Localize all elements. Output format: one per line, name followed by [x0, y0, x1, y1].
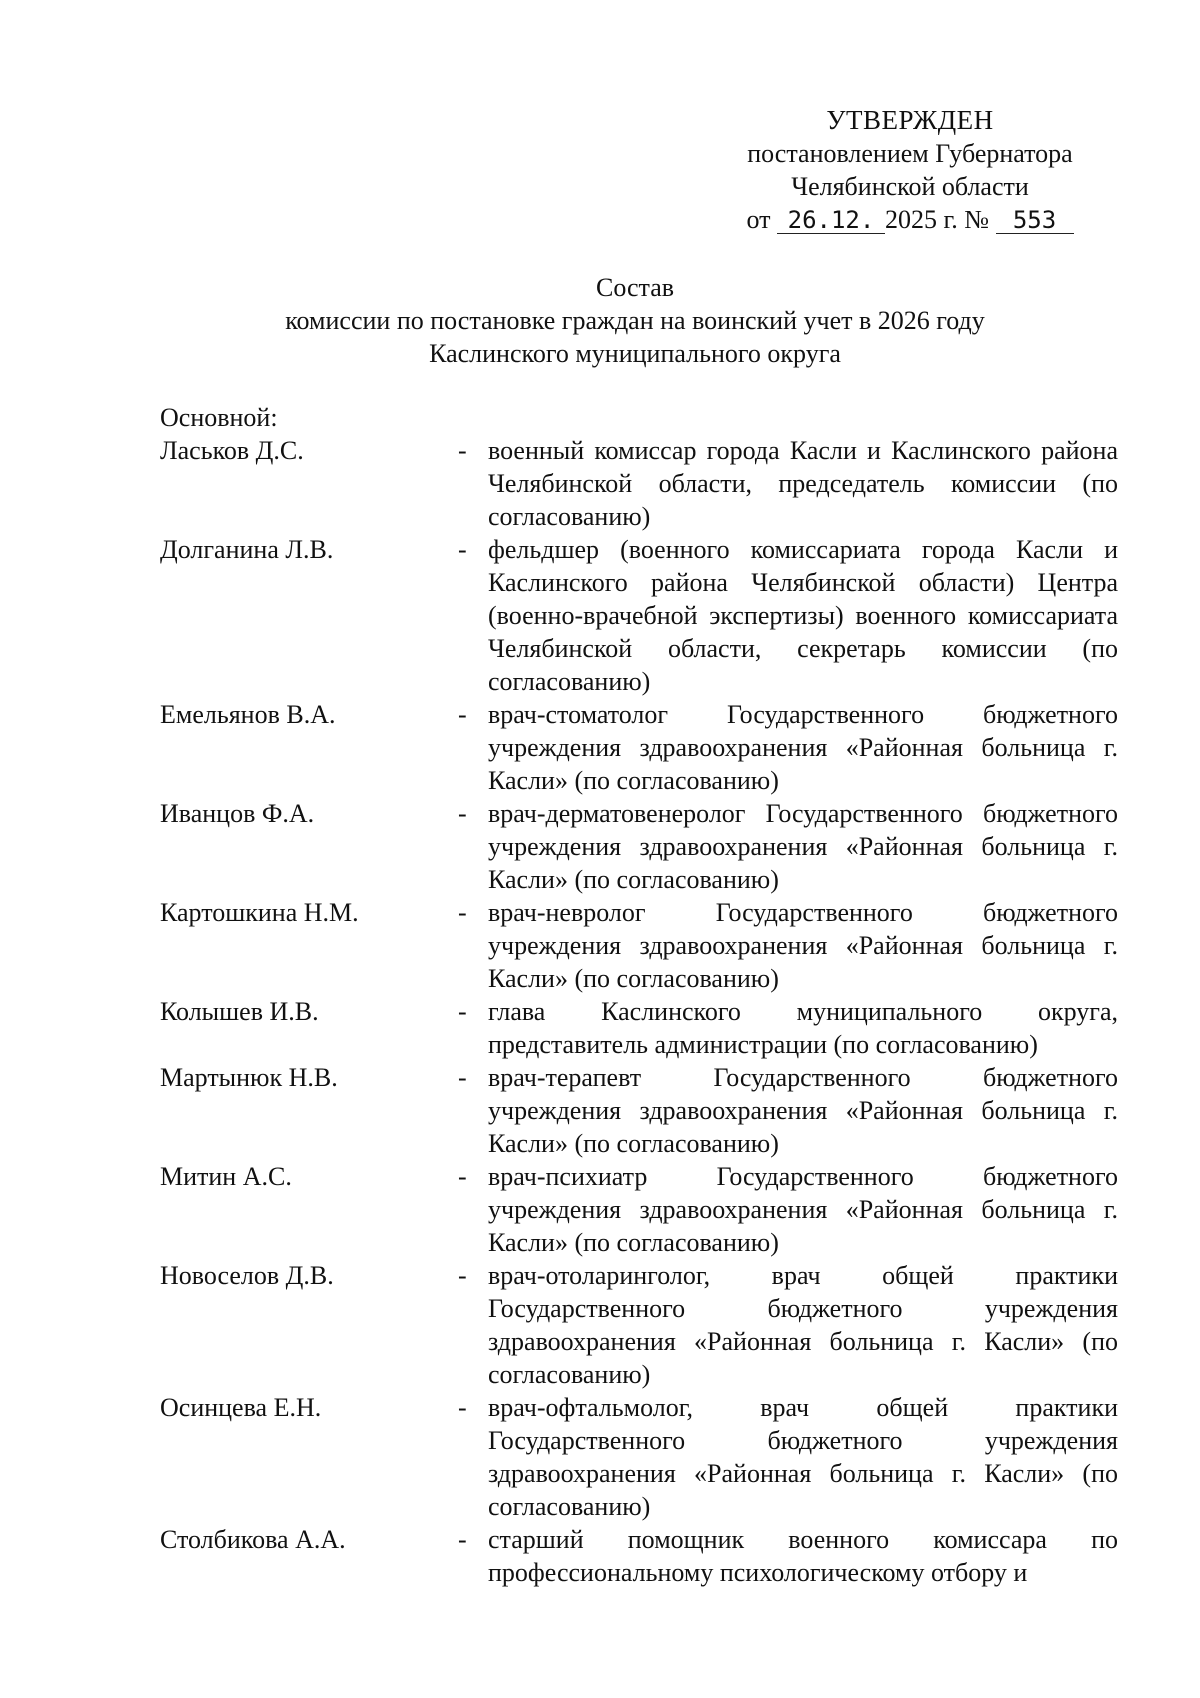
- dash-separator: -: [458, 1063, 467, 1092]
- filled-number: 553: [996, 207, 1074, 234]
- member-role: врач-отоларинголог, врач общей практики Государственного бюджетного учреждения здравоохранения «Районная больница г. Касли» (по согласованию): [488, 1261, 1118, 1389]
- dash-separator: -: [458, 436, 467, 465]
- member-role: военный комиссар города Касли и Каслинского района Челябинской области, председатель комиссии (по согласованию): [488, 436, 1118, 531]
- member-row: [160, 797, 1120, 896]
- member-name: Емельянов В.А.: [160, 700, 336, 729]
- member-name: Колышев И.В.: [160, 997, 319, 1026]
- member-role: фельдшер (военного комиссариата города Касли и Каслинского района Челябинской области) Центра (военно-врачебной экспертизы) военного комиссариата Челябинской области, секретарь комиссии (по согласованию): [488, 535, 1118, 696]
- member-name: Мартынюк Н.В.: [160, 1063, 338, 1092]
- member-role: врач-дерматовенеролог Государственного бюджетного учреждения здравоохранения «Районная больница г. Касли» (по согласованию): [488, 799, 1118, 894]
- dash-separator: -: [458, 535, 467, 564]
- member-name: Новоселов Д.В.: [160, 1261, 334, 1290]
- member-row: [160, 995, 1120, 1061]
- member-row: [160, 1061, 1120, 1160]
- member-role: врач-офтальмолог, врач общей практики Государственного бюджетного учреждения здравоохранения «Районная больница г. Касли» (по согласованию): [488, 1393, 1118, 1521]
- member-role: врач-терапевт Государственного бюджетного учреждения здравоохранения «Районная больница г. Касли» (по согласованию): [488, 1063, 1118, 1158]
- heading-line-2: комиссии по постановке граждан на воинский учет в 2026 году: [285, 306, 985, 335]
- filled-date: 26.12.: [777, 207, 885, 234]
- member-row: [160, 434, 1120, 533]
- member-row: [160, 698, 1120, 797]
- approval-date-line: [700, 203, 1120, 236]
- approval-block: [700, 104, 1120, 236]
- heading-line-3: Каслинского муниципального округа: [429, 339, 841, 368]
- year-suffix: 2025 г. №: [884, 205, 990, 234]
- member-row: [160, 1523, 1120, 1589]
- member-name: Осинцева Е.Н.: [160, 1393, 322, 1422]
- member-row: [160, 896, 1120, 995]
- heading-line-1: Состав: [595, 273, 675, 302]
- approval-line-1: постановлением Губернатора: [747, 139, 1073, 168]
- member-name: Ласьков Д.С.: [160, 436, 304, 465]
- member-role: глава Каслинского муниципального округа, представитель администрации (по согласованию): [488, 997, 1118, 1059]
- member-row: [160, 533, 1120, 698]
- dash-separator: -: [458, 898, 467, 927]
- member-name: Картошкина Н.М.: [160, 898, 359, 927]
- document-heading: [150, 271, 1120, 370]
- dash-separator: -: [458, 799, 467, 828]
- member-name: Столбикова А.А.: [160, 1525, 346, 1554]
- member-role: врач-психиатр Государственного бюджетного учреждения здравоохранения «Районная больница г. Касли» (по согласованию): [488, 1162, 1118, 1257]
- dash-separator: -: [458, 1261, 467, 1290]
- approval-line-2: Челябинской области: [791, 172, 1029, 201]
- member-row: [160, 1160, 1120, 1259]
- member-role: старший помощник военного комиссара по профессиональному психологическому отбору и: [488, 1525, 1118, 1587]
- member-role: врач-стоматолог Государственного бюджетного учреждения здравоохранения «Районная больница г. Касли» (по согласованию): [488, 700, 1118, 795]
- dash-separator: -: [458, 1525, 467, 1554]
- dash-separator: -: [458, 1162, 467, 1191]
- member-row: [160, 1259, 1120, 1391]
- members-list: [160, 434, 1120, 1589]
- approval-title: УТВЕРЖДЕН: [826, 105, 994, 135]
- member-name: Иванцов Ф.А.: [160, 799, 315, 828]
- member-name: Митин А.С.: [160, 1162, 292, 1191]
- dash-separator: -: [458, 700, 467, 729]
- dash-separator: -: [458, 997, 467, 1026]
- member-role: врач-невролог Государственного бюджетного учреждения здравоохранения «Районная больница г. Касли» (по согласованию): [488, 898, 1118, 993]
- member-row: [160, 1391, 1120, 1523]
- date-prefix: от: [746, 205, 771, 234]
- member-name: Долганина Л.В.: [160, 535, 334, 564]
- dash-separator: -: [458, 1393, 467, 1422]
- section-label: Основной:: [160, 403, 278, 432]
